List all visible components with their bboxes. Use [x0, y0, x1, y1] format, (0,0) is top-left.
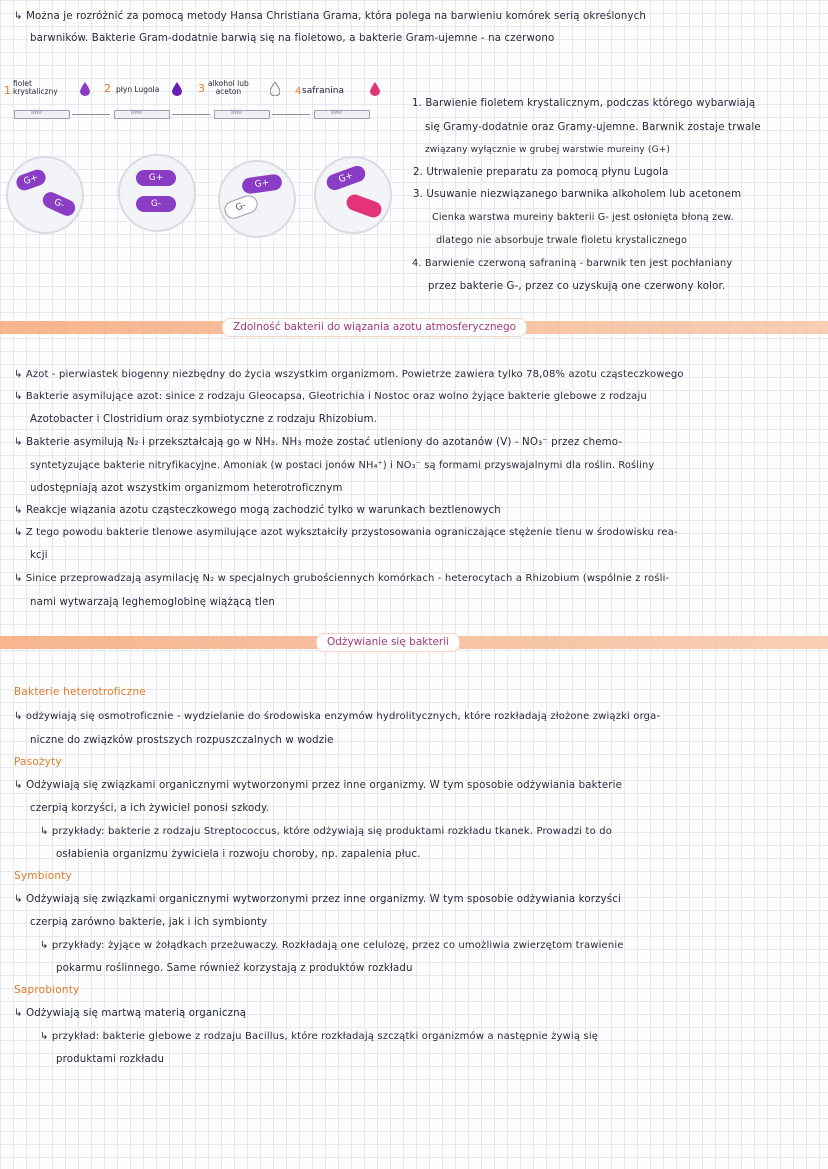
parasites-line-1: ↳ Odżywiają się związkami organicznymi wytworzonymi przez inne organizmy. W tym sposobie odżywiania bakterie: [14, 780, 623, 791]
gram-stain-diagram: [0, 78, 400, 278]
lugol-drop-icon: [172, 82, 182, 96]
parasites-line-3: ↳ przykłady: bakterie z rodzaju Streptococcus, które odżywiają się produktami rozkładu tkanek. Prowadzi to do: [40, 826, 612, 837]
gram-negative-cell: G-: [344, 192, 383, 219]
hetero-line-2: niczne do związków prostszych rozpuszczalnych w wodzie: [30, 735, 334, 746]
step-text-7: dlatego nie absorbuje trwale fioletu krystalicznego: [436, 235, 688, 246]
gram-negative-cell: G-: [40, 190, 78, 219]
section-title-nutrition: Odżywianie się bakterii: [316, 633, 460, 652]
arrow-3: [272, 114, 310, 115]
step-text-4: 2. Utrwalenie preparatu za pomocą płynu Lugola: [413, 167, 669, 178]
step-2-number: 2: [104, 82, 111, 95]
intro-line-2: barwników. Bakterie Gram-dodatnie barwią się na fioletowo, a bakterie Gram-ujemne - na czerwono: [30, 33, 555, 44]
symbionts-line-1: ↳ Odżywiają się związkami organicznymi wytworzonymi przez inne organizmy. W tym sposobie odżywiania korzyści: [14, 894, 621, 905]
parasites-line-2: czerpią korzyści, a ich żywiciel ponosi szkody.: [30, 803, 270, 814]
nitrogen-line-5: syntetyzujące bakterie nitryfikacyjne. Amoniak (w postaci jonów NH₄⁺) i NO₃⁻ są formami przyswajalnymi dla roślin. Rośliny: [30, 460, 655, 471]
arrow-2: [172, 114, 210, 115]
symbionts-line-2: czerpią zarówno bakterie, jak i ich symbionty: [30, 917, 268, 928]
section-title-nitrogen: Zdolność bakterii do wiązania azotu atmosferycznego: [222, 318, 527, 337]
arrow-1: [72, 114, 110, 115]
gram-positive-cell: G+: [14, 167, 48, 192]
gram-negative-cell: G-: [136, 196, 176, 212]
step-1-label: fiolet krystaliczny: [13, 79, 58, 96]
nitrogen-line-3: Azotobacter i Clostridium oraz symbiotyczne z rodzaju Rhizobium.: [30, 414, 378, 425]
dish-4: [314, 156, 392, 234]
step-4-label: safranina: [302, 86, 345, 96]
nitrogen-line-6: udostępniają azot wszystkim organizmom heterotroficznym: [30, 483, 343, 494]
saprobionts-line-2: ↳ przykład: bakterie glebowe z rodzaju Bacillus, które rozkładają szczątki organizmów a następnie żywią się: [40, 1031, 599, 1042]
symbionts-line-3: ↳ przykłady: żyjące w żołądkach przeżuwaczy. Rozkładają one celulozę, przez co umożliwia zwierzętom trawienie: [40, 940, 624, 951]
slide-1: WWW: [14, 110, 70, 119]
step-text-8: 4. Barwienie czerwoną safraniną - barwnik ten jest pochłaniany: [412, 258, 733, 269]
nitrogen-line-1: ↳ Azot - pierwiastek biogenny niezbędny do życia wszystkim organizmom. Powietrze zawiera tylko 78,08% azotu cząsteczkowego: [14, 369, 684, 380]
step-text-1: 1. Barwienie fioletem krystalicznym, podczas którego wybarwiają: [412, 98, 756, 109]
heading-heterotrophic: Bakterie heterotroficzne: [14, 686, 146, 698]
saprobionts-line-1: ↳ Odżywiają się martwą materią organiczną: [14, 1008, 247, 1019]
dish-2: [118, 154, 196, 232]
step-2-label: płyn Lugola: [116, 85, 160, 94]
gram-positive-cell: G+: [241, 173, 283, 194]
saprobionts-line-3: produktami rozkładu: [56, 1054, 165, 1065]
step-1-number: 1: [4, 84, 11, 97]
gram-positive-cell: G+: [136, 170, 176, 186]
dish-1: [6, 156, 84, 234]
symbionts-line-4: pokarmu roślinnego. Same również korzystają z produktów rozkładu: [56, 963, 413, 974]
nitrogen-line-4: ↳ Bakterie asymilują N₂ i przekształcają go w NH₃. NH₃ może zostać utleniony do azotanów (V) - NO₃⁻ przez chemo-: [14, 437, 623, 448]
step-3-label: alkohol lub aceton: [208, 79, 249, 96]
step-text-2: się Gramy-dodatnie oraz Gramy-ujemne. Barwnik zostaje trwale: [425, 122, 761, 133]
slide-3: WWW: [214, 110, 270, 119]
step-text-9: przez bakterie G-, przez co uzyskują one czerwony kolor.: [428, 281, 726, 292]
step-3-number: 3: [198, 82, 205, 95]
heading-symbionts: Symbionty: [14, 870, 72, 882]
hetero-line-1: ↳ odżywiają się osmotroficznie - wydzielanie do środowiska enzymów hydrolitycznych, które rozkładają złożone związki orga-: [14, 711, 661, 722]
gram-negative-cell: G-: [222, 193, 260, 222]
heading-parasites: Pasożyty: [14, 756, 62, 768]
nitrogen-line-8: ↳ Z tego powodu bakterie tlenowe asymilujące azot wykształciły przystosowania ograniczające stężenie tlenu w środowisku rea-: [14, 527, 678, 538]
nitrogen-line-10: ↳ Sinice przeprowadzają asymilację N₂ w specjalnych grubościennych komórkach - heterocytach a Rhizobium (wspólnie z rośli-: [14, 573, 670, 584]
dish-3: [218, 160, 296, 238]
nitrogen-line-7: ↳ Reakcje wiązania azotu cząsteczkowego mogą zachodzić tylko w warunkach beztlenowych: [14, 505, 501, 516]
gram-positive-cell: G+: [324, 164, 367, 193]
nitrogen-line-2: ↳ Bakterie asymilujące azot: sinice z rodzaju Gleocapsa, Gleotrichia i Nostoc oraz wolno żyjące bakterie glebowe z rodzaju: [14, 391, 647, 402]
slide-4: WWW: [314, 110, 370, 119]
step-text-6: Cienka warstwa mureiny bakterii G- jest osłonięta błoną zew.: [432, 212, 734, 223]
step-text-5: 3. Usuwanie niezwiązanego barwnika alkoholem lub acetonem: [413, 189, 742, 200]
violet-drop-icon: [80, 82, 90, 96]
nitrogen-line-11: nami wytwarzają leghemoglobinę wiążącą tlen: [30, 597, 276, 608]
alcohol-drop-icon: [270, 82, 280, 96]
safranin-drop-icon: [370, 82, 380, 96]
nitrogen-line-9: kcji: [30, 550, 48, 561]
intro-line-1: ↳ Można je rozróżnić za pomocą metody Hansa Christiana Grama, która polega na barwieniu komórek serią określonych: [14, 11, 646, 22]
step-4-number: 4: [295, 86, 302, 97]
step-text-3: związany wyłącznie w grubej warstwie mureiny (G+): [425, 145, 671, 155]
parasites-line-4: osłabienia organizmu żywiciela i rozwoju choroby, np. zapalenia płuc.: [56, 849, 421, 860]
heading-saprobionts: Saprobionty: [14, 984, 80, 996]
slide-2: WWW: [114, 110, 170, 119]
